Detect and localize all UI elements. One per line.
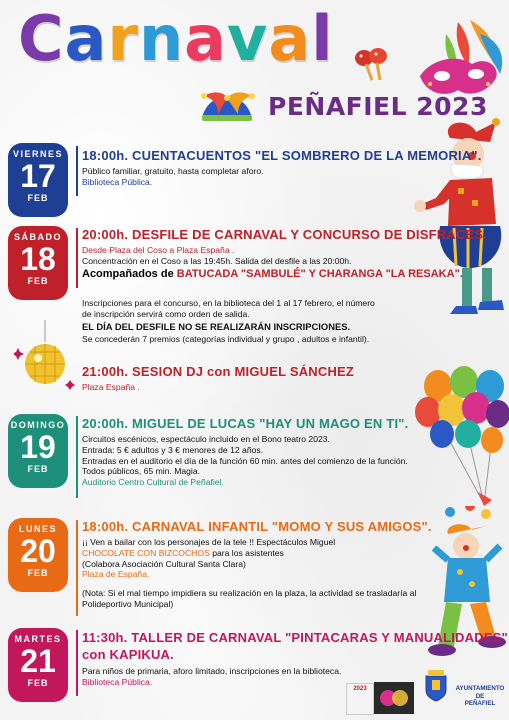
logo-line: PEÑAFIEL: [464, 700, 496, 707]
badge-month: FEB: [27, 276, 49, 286]
event-detail: Para niños de primaria, aforo limitado, inscripciones en la biblioteca.: [82, 666, 342, 676]
event-detail: (Colabora Asociación Cultural Santa Clara): [82, 558, 246, 569]
inscription-notice: EL DÍA DEL DESFILE NO SE REALIZARÁN INSCRIPCIONES.: [82, 320, 351, 332]
poster-subtitle: PEÑAFIEL 2023: [268, 92, 488, 121]
event-block: [82, 519, 432, 610]
accompanied-prefix: Acompañados de: [82, 267, 177, 280]
dj-location: Plaza España .: [82, 382, 140, 392]
event-detail: ¡¡ Ven a bailar con los personajes de la tele !! Espectáculos Miguel: [82, 537, 336, 547]
chocolate-suffix: para los asistentes: [209, 547, 284, 558]
badge-weekday: SÁBADO: [13, 232, 62, 242]
maracas-icon: [352, 46, 396, 84]
circuitos-escenicos-logo: [374, 682, 414, 714]
title-letter: n: [138, 2, 185, 75]
event-heading: 20:00h. MIGUEL DE LUCAS "HAY UN MAGO EN TI".: [82, 416, 409, 431]
date-badge: [8, 143, 68, 217]
dj-block: [82, 364, 354, 393]
badge-day-number: 20: [20, 533, 56, 569]
accompanied-bands: BATUCADA "SAMBULÉ" Y CHARANGA "LA RESAKA".: [176, 267, 463, 280]
event-heading: 11:30h. TALLER DE CARNAVAL "PINTACARAS Y MANUALIDADES": [82, 630, 508, 645]
inscription-text: Inscripciones para el concurso, en la biblioteca del 1 al 17 febrero, el número: [82, 298, 375, 308]
badge-weekday: DOMINGO: [10, 420, 66, 430]
town-hall-logo-text: [452, 685, 508, 708]
poster-title: [18, 2, 334, 75]
town-coat-of-arms-icon: [422, 668, 450, 702]
badge-day-number: 17: [20, 158, 56, 194]
divider-line: [76, 228, 78, 288]
title-letter: l: [311, 2, 334, 75]
logo-line: AYUNTAMIENTO: [455, 685, 505, 692]
badge-day-number: 21: [20, 643, 56, 679]
badge-month: FEB: [27, 568, 49, 578]
event-detail: Circuitos escénicos, espectáculo incluido en el Bono teatro 2023.: [82, 434, 330, 444]
bono-year: 2023: [353, 686, 367, 692]
event-heading: 18:00h. CARNAVAL INFANTIL "MOMO Y SUS AMIGOS".: [82, 519, 432, 534]
event-location: Plaza de España.: [82, 569, 150, 580]
dj-heading: 21:00h. SESION DJ con MIGUEL SÁNCHEZ: [82, 364, 355, 379]
event-block: [82, 227, 487, 280]
divider-line: [76, 416, 78, 498]
event-heading: 18:00h. CUENTACUENTOS "EL SOMBRERO DE LA MEMORIA".: [82, 148, 482, 163]
title-letter: v: [226, 2, 269, 75]
badge-month: FEB: [27, 193, 49, 203]
divider-line: [76, 520, 78, 616]
date-badge: [8, 414, 68, 488]
event-location: Auditorio Centro Cultural de Peñafiel.: [82, 477, 224, 488]
badge-weekday: MARTES: [14, 634, 62, 644]
badge-month: FEB: [27, 678, 49, 688]
divider-line: [76, 630, 78, 696]
badge-weekday: LUNES: [18, 524, 57, 534]
title-letter: C: [18, 2, 65, 75]
event-detail: Entradas en el auditorio el día de la función 60 min. antes del comienzo de la función.: [82, 455, 408, 466]
event-heading: 20:00h. DESFILE DE CARNAVAL Y CONCURSO DE DISFRACES.: [82, 227, 488, 242]
event-block: [82, 416, 408, 488]
balloons-illustration: [412, 364, 509, 514]
date-badge: [8, 628, 68, 702]
event-route: Desde Plaza del Coso a Plaza España .: [82, 245, 235, 255]
event-note: Polideportivo Municipal): [82, 598, 174, 609]
event-heading-cont: con KAPIKUA.: [82, 647, 174, 662]
divider-line: [76, 146, 78, 196]
event-detail: Todos públicos, 65 min. Magia.: [82, 466, 200, 477]
title-letter: a: [64, 2, 108, 75]
bono-teatro-logo: [346, 683, 374, 715]
jester-hat-icon: [196, 88, 258, 124]
disco-ball-icon: [14, 320, 76, 396]
badge-day-number: 18: [20, 241, 56, 277]
event-accompanied: [82, 268, 487, 280]
date-badge: [8, 518, 68, 592]
date-badge: [8, 226, 68, 300]
title-letter: a: [268, 2, 312, 75]
event-note: (Nota: Si el mal tiempo impidiera su realización en la plaza, la actividad se trasladaría al: [82, 588, 417, 599]
badge-month: FEB: [27, 464, 49, 474]
event-detail: Concentración en el Coso a las 19:45h. Salida del desfile a las 20:00h.: [82, 255, 352, 266]
title-letter: a: [184, 2, 227, 75]
badge-day-number: 19: [20, 429, 56, 465]
event-detail: [82, 548, 432, 559]
logo-line: DE: [475, 692, 485, 700]
inscription-text: de inscripción servirá como orden de salida.: [82, 308, 250, 319]
title-letter: r: [107, 2, 139, 75]
event-detail: Entrada: 5 € adultos y 3 € menores de 12 años.: [82, 444, 264, 455]
prizes-text: Se concederán 7 premios (categorías individual y grupo , adultos e infantil).: [82, 334, 370, 345]
event-block: [82, 148, 482, 188]
event-detail: Público familiar, gratuito, hasta completar aforo.: [82, 166, 264, 176]
chocolate-highlight: CHOCOLATE CON BIZCOCHOS: [82, 547, 210, 558]
event-location: Biblioteca Pública.: [82, 176, 153, 187]
badge-weekday: VIERNES: [12, 149, 63, 159]
inscription-block: [82, 298, 375, 345]
event-location: Biblioteca Pública.: [82, 676, 153, 687]
